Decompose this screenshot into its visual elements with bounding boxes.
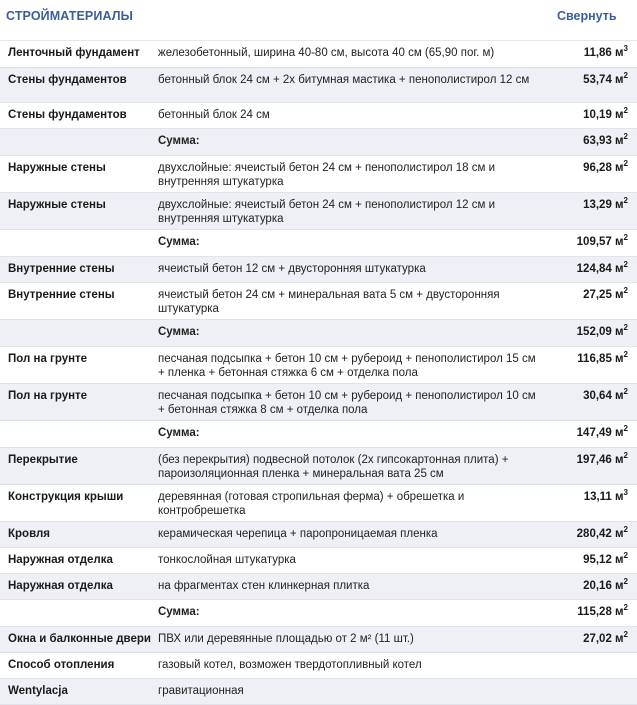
material-row — [0, 485, 637, 522]
element-value: 13,29 $м^2$ — [583, 196, 628, 211]
material-row — [0, 156, 637, 193]
sum-value: 152,09 $м^2$ — [576, 323, 628, 338]
panel-header — [0, 0, 637, 41]
element-value: 124,84 $м^2$ — [576, 260, 628, 275]
element-description: песчаная подсыпка + бетон 10 см + рубероид + пенополистирол 10 см + бетонная стяжка 8 см + отделка пола — [158, 390, 536, 416]
element-description: (без перекрытия) подвесной потолок (2х гипсокартонная плита) + пароизоляционная пленка + минеральная вата 25 см — [158, 454, 509, 480]
element-value: 30,64 $м^2$ — [583, 387, 628, 402]
element-value: 27,02 $м^2$ — [583, 630, 628, 645]
sum-row — [0, 230, 637, 257]
element-description: гравитационная — [158, 685, 244, 697]
material-row — [0, 193, 637, 230]
panel-title: СТРОЙМАТЕРИАЛЫ — [6, 9, 133, 23]
element-description: ячеистый бетон 24 см + минеральная вата 5 см + двусторонняя штукатурка — [158, 289, 500, 315]
sum-label: Сумма: — [158, 606, 200, 618]
material-row — [0, 653, 637, 679]
element-description: на фрагментах стен клинкерная плитка — [158, 580, 370, 592]
element-name: Способ отопления — [8, 659, 115, 671]
sum-value: 147,49 $м^2$ — [576, 424, 628, 439]
element-name: Внутренние стены — [8, 263, 115, 275]
element-value: 53,74 $м^2$ — [583, 71, 628, 86]
element-description: керамическая черепица + паропроницаемая пленка — [158, 528, 438, 540]
material-row — [0, 679, 637, 705]
material-row — [0, 257, 637, 283]
material-row — [0, 103, 637, 129]
element-value: 96,28 $м^2$ — [583, 159, 628, 174]
element-description: бетонный блок 24 см + 2х битумная мастика + пенополистирол 12 см — [158, 74, 530, 86]
material-row — [0, 384, 637, 421]
element-name: Стены фундаментов — [8, 74, 127, 86]
material-row — [0, 448, 637, 485]
element-description: ПВХ или деревянные площадью от 2 м² (11 шт.) — [158, 633, 414, 645]
material-row — [0, 548, 637, 574]
element-name: Пол на грунте — [8, 390, 88, 402]
element-name: Ленточный фундамент — [8, 47, 140, 59]
element-description: тонкослойная штукатурка — [158, 554, 296, 566]
material-row — [0, 68, 637, 103]
element-name: Пол на грунте — [8, 353, 88, 365]
element-description: деревянная (готовая стропильная ферма) + обрешетка и контробрешетка — [158, 491, 465, 517]
collapse-link[interactable]: Свернуть — [557, 9, 617, 23]
sum-row — [0, 421, 637, 448]
sum-label: Сумма: — [158, 427, 200, 439]
element-description: двухслойные: ячеистый бетон 24 см + пенополистирол 12 см и внутренняя штукатурка — [158, 199, 496, 225]
element-value: 27,25 $м^2$ — [583, 286, 628, 301]
element-name: Наружные стены — [8, 162, 106, 174]
element-value: 11,86 $м^3$ — [583, 44, 628, 59]
element-value: 197,46 $м^2$ — [576, 451, 628, 466]
sum-label: Сумма: — [158, 135, 200, 147]
element-value: 10,19 $м^2$ — [583, 106, 628, 121]
material-row — [0, 522, 637, 548]
element-name: Wentylacja — [8, 685, 68, 697]
sum-value: 109,57 $м^2$ — [576, 233, 628, 248]
sum-row — [0, 320, 637, 347]
element-name: Конструкция крыши — [8, 491, 124, 503]
material-row — [0, 627, 637, 653]
element-description: бетонный блок 24 см — [158, 109, 270, 121]
element-description: двухслойные: ячеистый бетон 24 см + пенополистирол 18 см и внутренняя штукатурка — [158, 162, 496, 188]
element-name: Окна и балконные двери — [8, 633, 151, 645]
element-name: Наружные стены — [8, 199, 106, 211]
element-name: Наружная отделка — [8, 554, 113, 566]
element-description: ячеистый бетон 12 см + двусторонняя штукатурка — [158, 263, 426, 275]
element-name: Наружная отделка — [8, 580, 113, 592]
element-value: 280,42 $м^2$ — [576, 525, 628, 540]
element-name: Перекрытие — [8, 454, 78, 466]
element-value: 95,12 $м^2$ — [583, 551, 628, 566]
sum-row — [0, 600, 637, 627]
element-name: Внутренние стены — [8, 289, 115, 301]
element-value: 13,11 $м^3$ — [583, 488, 628, 503]
sum-row — [0, 129, 637, 156]
element-description: газовый котел, возможен твердотопливный котел — [158, 659, 422, 671]
element-description: песчаная подсыпка + бетон 10 см + рубероид + пенополистирол 15 см + пленка + бетонная стяжка 6 см + отделка пола — [158, 353, 536, 379]
sum-label: Сумма: — [158, 326, 200, 338]
materials-table — [0, 41, 637, 705]
sum-value: 115,28 $м^2$ — [577, 603, 628, 618]
material-row — [0, 283, 637, 320]
sum-value: 63,93 $м^2$ — [583, 132, 628, 147]
material-row — [0, 574, 637, 600]
element-value: 116,85 $м^2$ — [577, 350, 628, 365]
element-name: Стены фундаментов — [8, 109, 127, 121]
material-row — [0, 41, 637, 68]
element-description: железобетонный, ширина 40-80 см, высота 40 см (65,90 пог. м) — [158, 47, 495, 59]
sum-label: Сумма: — [158, 236, 200, 248]
element-name: Кровля — [8, 528, 51, 540]
element-value: 20,16 $м^2$ — [583, 577, 628, 592]
material-row — [0, 347, 637, 384]
